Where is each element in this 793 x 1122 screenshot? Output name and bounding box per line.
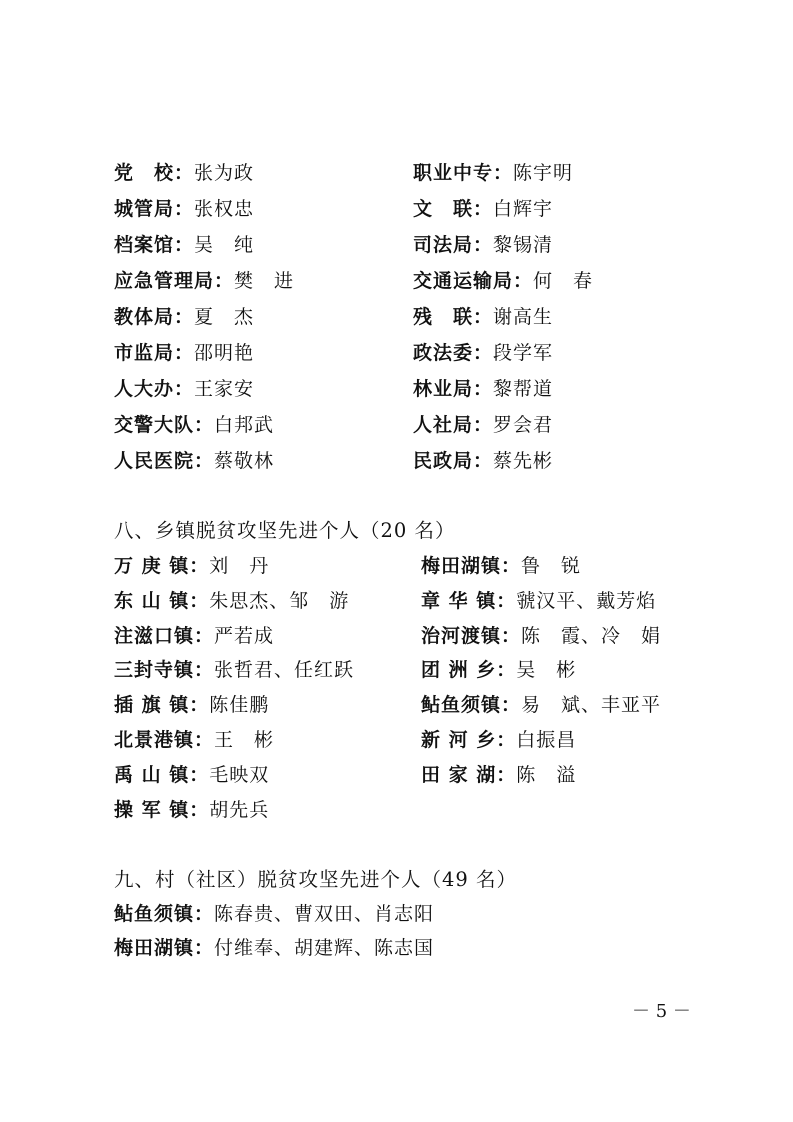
town-person: 陈佳鹏 <box>209 694 270 716</box>
unit-person: 罗会君 <box>493 414 554 436</box>
unit-entry <box>114 230 254 260</box>
town-entry <box>114 725 274 755</box>
unit-person: 张权忠 <box>194 198 255 220</box>
unit-person: 王家安 <box>194 378 255 400</box>
unit-person: 陈宇明 <box>513 162 574 184</box>
unit-entry <box>114 302 254 332</box>
town-entry <box>114 760 269 790</box>
unit-label: 城管局： <box>114 198 195 220</box>
section-eight-heading: 八、乡镇脱贫攻坚先进个人（20 名） <box>114 519 456 542</box>
unit-entry <box>114 374 254 404</box>
unit-entry <box>413 446 553 476</box>
unit-label: 人民医院： <box>114 450 215 472</box>
town-label: 插 旗 镇： <box>114 694 210 716</box>
town-label: 操 军 镇： <box>114 799 210 821</box>
unit-label: 应急管理局： <box>114 270 235 292</box>
town-entry <box>114 795 269 825</box>
town-label: 团 洲 乡： <box>421 659 517 681</box>
town-label: 禹 山 镇： <box>114 764 210 786</box>
village-label: 梅田湖镇： <box>114 937 215 959</box>
town-person: 王 彬 <box>214 729 275 751</box>
unit-label: 交通运输局： <box>413 270 534 292</box>
unit-label: 林业局： <box>413 378 494 400</box>
town-person: 陈 霞、冷 娟 <box>521 625 662 647</box>
page-number: － 5 － <box>632 1001 691 1022</box>
unit-entry <box>413 374 553 404</box>
unit-label: 民政局： <box>413 450 494 472</box>
unit-person: 张为政 <box>194 162 255 184</box>
unit-label: 文 联： <box>413 198 494 220</box>
town-label: 东 山 镇： <box>114 590 210 612</box>
unit-person: 樊 进 <box>234 270 295 292</box>
unit-person: 黎锡清 <box>493 234 554 256</box>
town-entry <box>421 690 661 720</box>
unit-entry <box>114 446 274 476</box>
unit-person: 黎帮道 <box>493 378 554 400</box>
section-nine-heading: 九、村（社区）脱贫攻坚先进个人（49 名） <box>114 868 518 891</box>
town-person: 虢汉平、戴芳焰 <box>516 590 657 612</box>
town-person: 鲁 锐 <box>521 555 582 577</box>
town-person: 易 斌、丰亚平 <box>521 694 662 716</box>
village-label: 鲇鱼须镇： <box>114 903 215 925</box>
unit-entry <box>413 266 593 296</box>
unit-person: 夏 杰 <box>194 306 255 328</box>
unit-label: 司法局： <box>413 234 494 256</box>
unit-label: 交警大队： <box>114 414 215 436</box>
unit-person: 谢高生 <box>493 306 554 328</box>
unit-entry <box>413 158 573 188</box>
town-person: 陈 溢 <box>516 764 577 786</box>
unit-entry <box>413 410 553 440</box>
town-person: 刘 丹 <box>209 555 270 577</box>
town-person: 毛映双 <box>209 764 270 786</box>
unit-entry <box>413 302 553 332</box>
town-label: 田 家 湖： <box>421 764 517 786</box>
unit-person: 白邦武 <box>214 414 275 436</box>
village-persons: 陈春贵、曹双田、肖志阳 <box>214 903 435 925</box>
town-person: 白振昌 <box>516 729 577 751</box>
village-entry <box>114 933 434 963</box>
village-persons: 付维奉、胡建辉、陈志国 <box>214 937 435 959</box>
unit-label: 政法委： <box>413 342 494 364</box>
unit-person: 蔡先彬 <box>493 450 554 472</box>
town-entry <box>421 551 581 581</box>
town-person: 胡先兵 <box>209 799 270 821</box>
town-entry <box>421 760 576 790</box>
town-label: 章 华 镇： <box>421 590 517 612</box>
unit-entry <box>114 338 254 368</box>
village-entry <box>114 899 434 929</box>
town-entry <box>421 655 576 685</box>
unit-entry <box>114 410 274 440</box>
unit-entry <box>413 230 553 260</box>
unit-label: 教体局： <box>114 306 195 328</box>
town-label: 注滋口镇： <box>114 625 215 647</box>
unit-label: 档案馆： <box>114 234 195 256</box>
unit-entry <box>114 194 254 224</box>
town-entry <box>114 551 269 581</box>
town-label: 三封寺镇： <box>114 659 215 681</box>
town-entry <box>421 586 656 616</box>
town-label: 梅田湖镇： <box>421 555 522 577</box>
unit-person: 白辉宇 <box>493 198 554 220</box>
town-label: 北景港镇： <box>114 729 215 751</box>
unit-person: 何 春 <box>533 270 594 292</box>
unit-label: 职业中专： <box>413 162 514 184</box>
town-person: 朱思杰、邹 游 <box>209 590 350 612</box>
town-entry <box>114 690 269 720</box>
unit-person: 邵明艳 <box>194 342 255 364</box>
unit-entry <box>114 158 254 188</box>
town-entry <box>421 725 576 755</box>
unit-label: 残 联： <box>413 306 494 328</box>
town-label: 新 河 乡： <box>421 729 517 751</box>
unit-label: 市监局： <box>114 342 195 364</box>
unit-label: 人社局： <box>413 414 494 436</box>
town-entry <box>114 655 354 685</box>
unit-entry <box>413 194 553 224</box>
town-person: 严若成 <box>214 625 275 647</box>
unit-person: 蔡敬林 <box>214 450 275 472</box>
unit-person: 吴 纯 <box>194 234 255 256</box>
town-label: 万 庚 镇： <box>114 555 210 577</box>
town-person: 吴 彬 <box>516 659 577 681</box>
unit-person: 段学军 <box>493 342 554 364</box>
town-entry <box>421 621 661 651</box>
unit-entry <box>413 338 553 368</box>
town-person: 张哲君、任红跃 <box>214 659 355 681</box>
unit-label: 人大办： <box>114 378 195 400</box>
unit-label: 党 校： <box>114 162 195 184</box>
town-label: 治河渡镇： <box>421 625 522 647</box>
town-entry <box>114 621 274 651</box>
town-entry <box>114 586 349 616</box>
town-label: 鲇鱼须镇： <box>421 694 522 716</box>
unit-entry <box>114 266 294 296</box>
